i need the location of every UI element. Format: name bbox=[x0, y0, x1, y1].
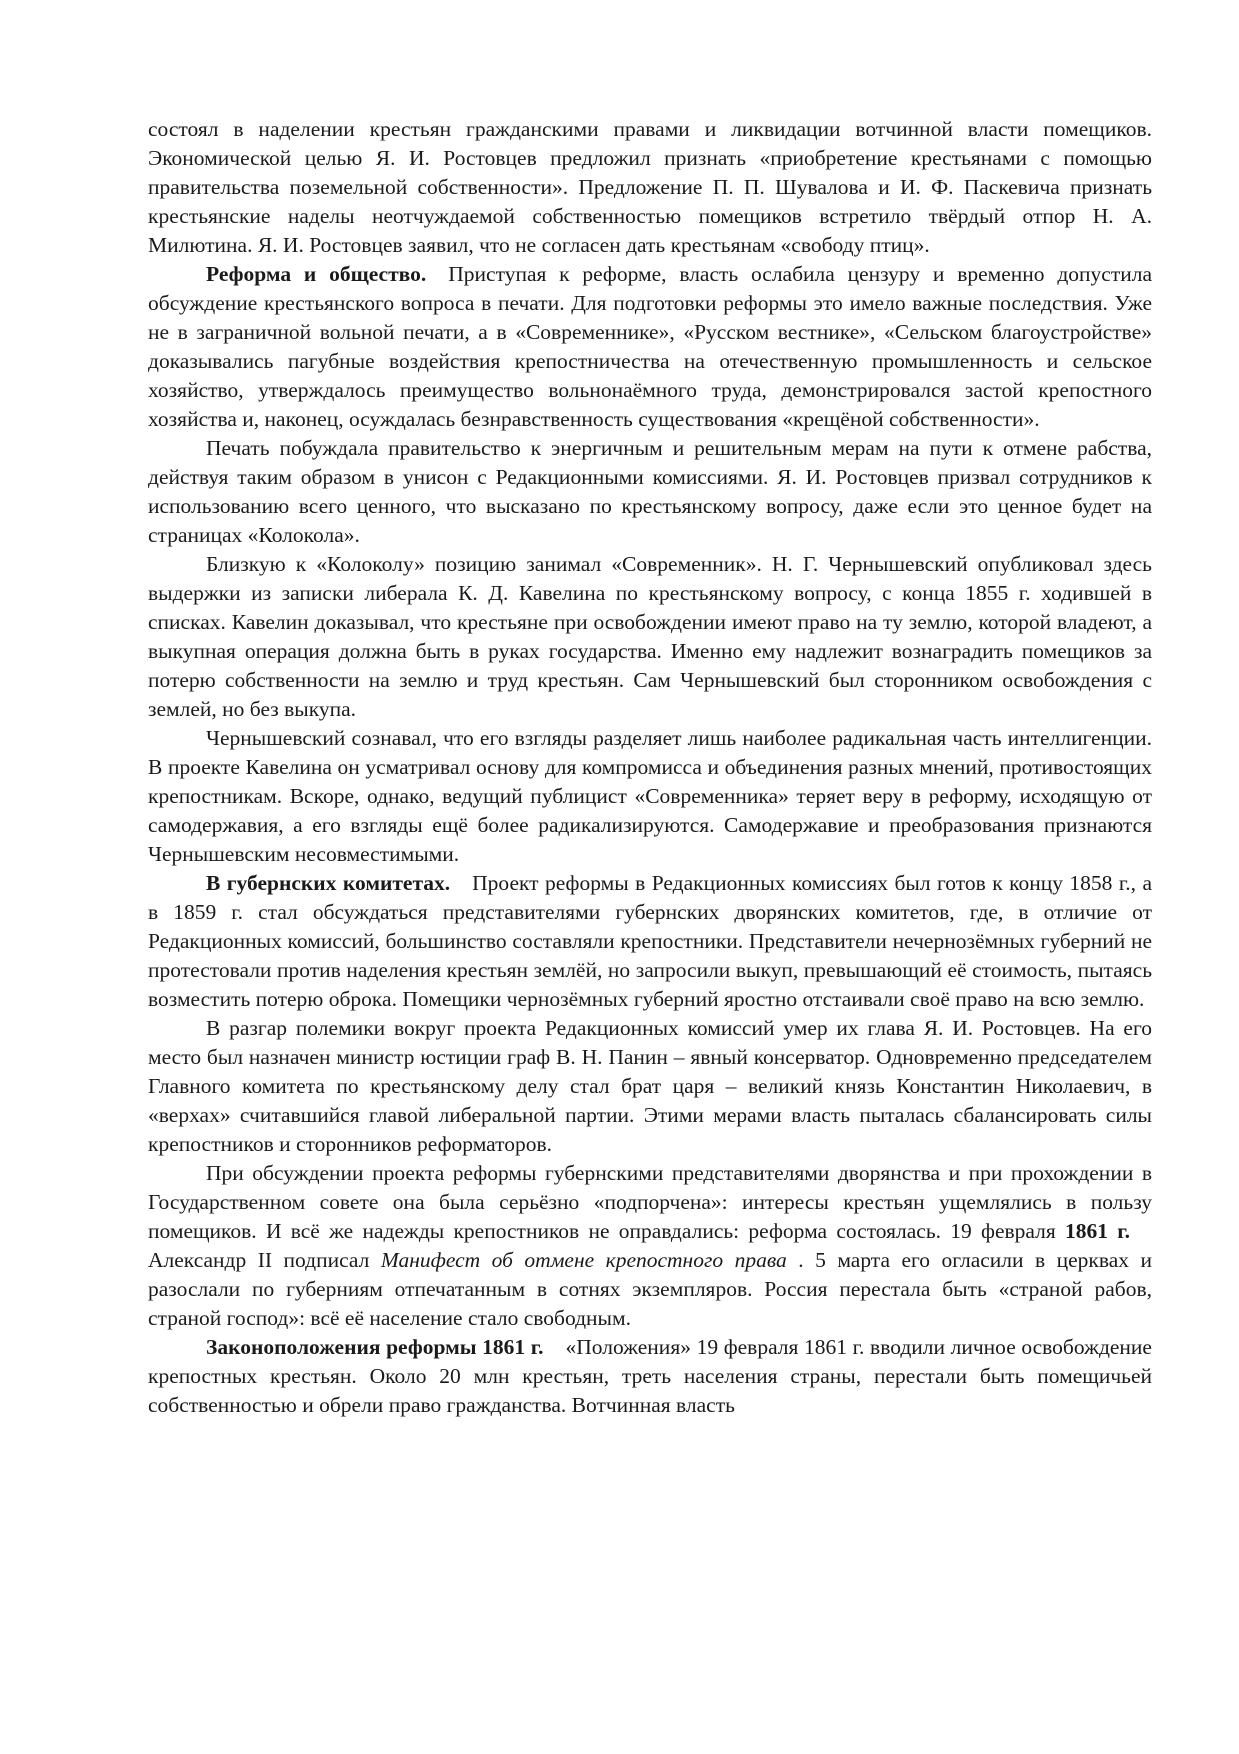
paragraph-intro bbox=[148, 115, 1152, 260]
paragraph-text: При обсуждении проекта реформы губернскими представителями дворянства и при прохождении в Государственном совете она была серьёзно «подпорчена»: интересы крестьян ущемлялись в пользу помещиков. И всё же надежды крепостников не оправдались: реформа состоялась. 19 февраля bbox=[148, 1161, 1152, 1243]
section-heading: В губернских комитетах. bbox=[206, 871, 451, 895]
paragraph-press bbox=[148, 434, 1152, 550]
paragraph-text: Близкую к «Колоколу» позицию занимал «Современник». Н. Г. Чернышевский опубликовал здесь выдержки из записки либерала К. Д. Кавелина по крестьянскому вопросу, с конца 1855 г. ходившей в списках. Кавелин доказывал, что крестьяне при освобождении имеют право на ту землю, которой владеют, а выкупная операция должна быть в руках государства. Именно ему надлежит вознаградить помещиков за потерю собственности на землю и труд крестьян. Сам Чернышевский был сторонником освобождения с землей, но без выкупа. bbox=[148, 552, 1152, 721]
paragraph-provincial-committees bbox=[148, 869, 1152, 1014]
year-emphasis: 1861 г. bbox=[1065, 1219, 1131, 1243]
paragraph-text: Александр II подписал bbox=[148, 1248, 370, 1272]
paragraph-text: Приступая к реформе, власть ослабила цензуру и временно допустила обсуждение крестьянского вопроса в печати. Для подготовки реформы это имело важные последствия. Уже не в заграничной вольной печати, а в «Современнике», «Русском вестнике», «Сельском благоустройстве» доказывались пагубные воздействия крепостничества на отечественную промышленность и сельское хозяйство, утверждалось преимущество вольнонаёмного труда, демонстрировался застой крепостного хозяйства и, наконец, осуждалась безнравственность существования «крещёной собственности». bbox=[148, 262, 1152, 431]
paragraph-text: Чернышевский сознавал, что его взгляды разделяет лишь наиболее радикальная часть интеллигенции. В проекте Кавелина он усматривал основу для компромисса и объединения разных мнений, противостоящих крепостникам. Вскоре, однако, ведущий публицист «Современника» теряет веру в реформу, исходящую от самодержавия, а его взгляды ещё более радикализируются. Самодержавие и преобразования признаются Чернышевским несовместимыми. bbox=[148, 726, 1152, 866]
paragraph-reform-and-society bbox=[148, 260, 1152, 434]
paragraph-text: состоял в наделении крестьян гражданскими правами и ликвидации вотчинной власти помещиков. Экономической целью Я. И. Ростовцев предложил признать «приобретение крестьянами с помощью правительства поземельной собственности». Предложение П. П. Шувалова и И. Ф. Паскевича признать крестьянские наделы неотчуждаемой собственностью помещиков встретило твёрдый отпор Н. А. Милютина. Я. И. Ростовцев заявил, что не согласен дать крестьянам «свободу птиц». bbox=[148, 117, 1152, 257]
paragraph-text: В разгар полемики вокруг проекта Редакционных комиссий умер их глава Я. И. Ростовцев. На его место был назначен министр юстиции граф В. Н. Панин – явный консерватор. Одновременно председателем Главного комитета по крестьянскому делу стал брат царя – великий князь Константин Николаевич, в «верхах» считавшийся главой либеральной партии. Этими мерами власть пыталась сбалансировать силы крепостников и сторонников реформаторов. bbox=[148, 1016, 1152, 1156]
manifesto-title: Манифест об отмене крепостного права bbox=[380, 1248, 787, 1272]
paragraph-chernyshevsky bbox=[148, 724, 1152, 869]
paragraph-rostovtsev-death bbox=[148, 1014, 1152, 1159]
section-heading: Реформа и общество. bbox=[206, 262, 427, 286]
paragraph-text: Печать побуждала правительство к энергичным и решительным мерам на пути к отмене рабства, действуя таким образом в унисон с Редакционными комиссиями. Я. И. Ростовцев призвал сотрудников к использованию всего ценного, что высказано по крестьянскому вопросу, даже если это ценное будет на страницах «Колокола». bbox=[148, 436, 1152, 547]
paragraph-text: «Положения» 19 февраля 1861 г. вводили личное освобождение крепостных крестьян. Около 20 млн крестьян, треть населения страны, перестали быть помещичьей собственностью и обрели право гражданства. Вотчинная власть bbox=[148, 1335, 1152, 1417]
section-heading: Законоположения реформы 1861 г. bbox=[206, 1335, 544, 1359]
paragraph-manifesto bbox=[148, 1159, 1152, 1333]
paragraph-text: Проект реформы в Редакционных комиссиях был готов к концу 1858 г., а в 1859 г. стал обсуждаться представителями губернских дворянских комитетов, где, в отличие от Редакционных комиссий, большинство составляли крепостники. Представители нечернозёмных губерний не протестовали против наделения крестьян землёй, но запросили выкуп, превышающий её стоимость, пытаясь возместить потерю оброка. Помещики чернозёмных губерний яростно отстаивали своё право на всю землю. bbox=[148, 871, 1152, 1011]
paragraph-text: . 5 марта его огласили в церквах и разослали по губерниям отпечатанным в сотнях экземпляров. Россия перестала быть «страной рабов, страной господ»: всё её население стало свободным. bbox=[148, 1248, 1152, 1330]
paragraph-sovremennik bbox=[148, 550, 1152, 724]
paragraph-statutes bbox=[148, 1333, 1152, 1420]
document-page bbox=[148, 115, 1152, 1420]
